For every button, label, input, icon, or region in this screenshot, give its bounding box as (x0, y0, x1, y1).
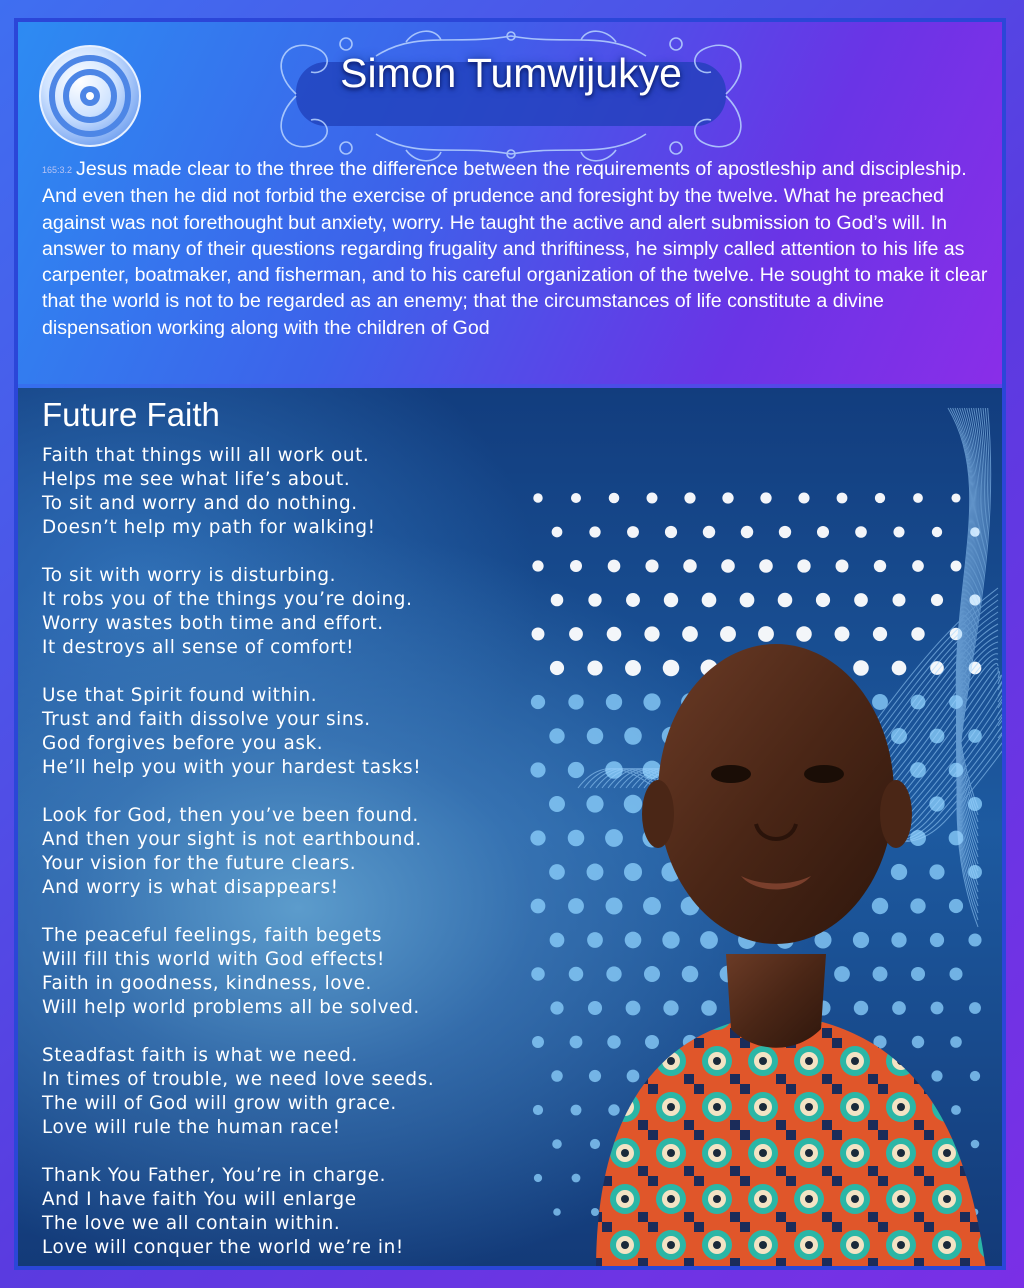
poem-line: The will of God will grow with grace. (42, 1093, 397, 1114)
decor-dot (552, 527, 563, 538)
decor-dot (531, 967, 545, 981)
decor-dot (531, 695, 545, 709)
decor-dot (626, 593, 640, 607)
decor-dot (779, 526, 791, 538)
decor-dot (608, 560, 621, 573)
poem-line: Love will conquer the world we’re in! (42, 1237, 404, 1258)
header-panel (18, 22, 1002, 384)
poem-line: To sit with worry is disturbing. (42, 565, 337, 586)
stanza-2 (42, 564, 413, 660)
poem-line: Doesn’t help my path for walking! (42, 517, 376, 538)
concentric-circles-icon (38, 44, 142, 148)
decor-dot (533, 1105, 543, 1115)
decor-dot (837, 493, 848, 504)
decor-dot (797, 559, 810, 572)
poem-line: Will help world problems all be solved. (42, 997, 420, 1018)
decor-dot (531, 899, 546, 914)
intro-text: Jesus made clear to the three the difference between the requirements of apostleship and discipleship. And even then he did not forbid the exercise of prudence and foresight by the twelve. What he preached against was not forethought but anxiety, worry. He taught the active and alert submission to God’s will. In answer to many of their questions regarding frugality and thriftiness, he simply called attention to his life as carpenter, boatmaker, and fisherman, and to his careful organization of the twelve. He sought to make it clear that the world is not to be regarded as an enemy; that the circumstances of life constitute a divine dispensation working along with the children of God (42, 158, 988, 339)
poem-line: The peaceful feelings, faith begets (42, 925, 383, 946)
decor-dot (722, 492, 733, 503)
decor-dot (589, 526, 600, 537)
decor-dot (534, 1174, 542, 1182)
poem-line: Will fill this world with God effects! (42, 949, 386, 970)
decor-dot (665, 526, 677, 538)
decor-dot (893, 594, 906, 607)
poem-line: Faith that things will all work out. (42, 445, 370, 466)
poem-line: Love will rule the human race! (42, 1117, 341, 1138)
author-portrait (556, 624, 1002, 1270)
decor-dot (570, 560, 582, 572)
poem-line: It robs you of the things you’re doing. (42, 589, 413, 610)
decor-dot (530, 762, 545, 777)
stanza-5 (42, 924, 420, 1020)
decor-dot (683, 559, 696, 572)
poem-line: To sit and worry and do nothing. (42, 493, 358, 514)
decor-dot (798, 492, 809, 503)
poem-line: In times of trouble, we need love seeds. (42, 1069, 435, 1090)
decor-dot (759, 559, 773, 573)
poem-line: Your vision for the future clears. (42, 853, 357, 874)
decor-dot (951, 561, 962, 572)
poem-line: The love we all contain within. (42, 1213, 341, 1234)
intro-paragraph (42, 156, 992, 341)
decor-dot (836, 560, 849, 573)
decor-dot (874, 560, 886, 572)
decor-dot (816, 593, 830, 607)
poem-line: It destroys all sense of comfort! (42, 637, 355, 658)
decor-dot (932, 527, 942, 537)
decor-dot (588, 593, 601, 606)
poem-line: Look for God, then you’ve been found. (42, 805, 419, 826)
decor-dot (645, 559, 658, 572)
decor-dot (702, 593, 717, 608)
decor-dot (703, 526, 715, 538)
decor-dot (760, 492, 771, 503)
stanza-7 (42, 1164, 404, 1260)
poem-line: God forgives before you ask. (42, 733, 324, 754)
decor-dot (893, 526, 904, 537)
decor-dot (647, 493, 658, 504)
poem-line: Trust and faith dissolve your sins. (42, 709, 371, 730)
decor-dot (532, 628, 545, 641)
stanza-1 (42, 444, 376, 540)
poem-title: Future Faith (42, 396, 220, 433)
decor-dot (532, 560, 543, 571)
decor-dot (740, 593, 755, 608)
stanza-3 (42, 684, 421, 780)
poem-line: Steadfast faith is what we need. (42, 1045, 358, 1066)
poem-line: He’ll help you with your hardest tasks! (42, 757, 422, 778)
poem-panel (18, 388, 1002, 1270)
decor-dot (571, 493, 581, 503)
poem-line: Thank You Father, You’re in charge. (42, 1165, 387, 1186)
poem-line: Helps me see what life’s about. (42, 469, 351, 490)
decor-dot (533, 493, 542, 502)
decor-dot (854, 593, 868, 607)
reference-label: 165:3.2 (42, 165, 73, 175)
decor-dot (721, 559, 735, 573)
page-title: Simon Tumwijukye (340, 50, 682, 96)
decor-dot (855, 526, 867, 538)
decor-dot (817, 526, 829, 538)
decor-dot (684, 492, 695, 503)
decor-dot (931, 594, 943, 606)
poem-line: And then your sight is not earthbound. (42, 829, 422, 850)
poem-line: And I have faith You will enlarge (42, 1189, 357, 1210)
decor-dot (778, 593, 793, 608)
decor-dot (875, 493, 885, 503)
stanza-4 (42, 804, 422, 900)
decor-dot (627, 526, 639, 538)
stanza-6 (42, 1044, 434, 1140)
decor-dot (912, 560, 924, 572)
decor-dot (532, 1036, 544, 1048)
poem-line: Use that Spirit found within. (42, 685, 318, 706)
decor-dot (664, 593, 678, 607)
poem-line: Worry wastes both time and effort. (42, 613, 384, 634)
poem-line: And worry is what disappears! (42, 877, 339, 898)
poem-line: Faith in goodness, kindness, love. (42, 973, 372, 994)
decor-dot (951, 493, 960, 502)
decor-dot (530, 830, 545, 845)
decor-dot (913, 493, 923, 503)
decor-dot (741, 526, 753, 538)
decor-dot (551, 594, 564, 607)
page-frame (14, 18, 1006, 1270)
decor-dot (609, 493, 620, 504)
